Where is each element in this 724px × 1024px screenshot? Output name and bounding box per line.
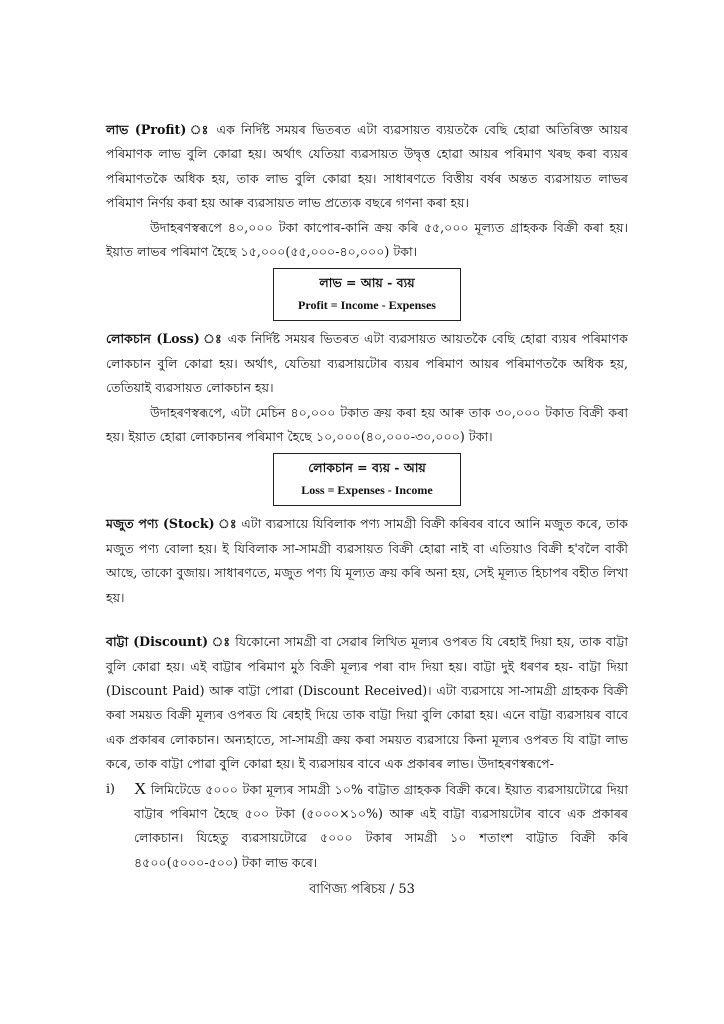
page-footer [0,880,724,900]
loss-definition-text: এক নিৰ্দিষ্ট সময়ৰ ভিতৰত এটা ব্যৱসায়ত আয়তকৈ বেছি হোৱা ব্যয়ৰ পৰিমাণক লোকচান বুলি কোৱা হয়। অৰ্থাৎ, যেতিয়া ব্যৱসায়টোৰ ব্যয়ৰ পৰিমাণ আয়ৰ পৰিমাণতকৈ অধিক হয়, তেতিয়াই ব্যৱসায়ত লোকচান হয়। [106,331,628,396]
stock-definition [106,512,628,610]
profit-formula-box [273,268,461,321]
loss-definition [106,327,628,400]
discount-definition [106,630,628,776]
loss-formula-bengali: লোকচান = ব্যয় - আয় [308,460,426,476]
list-item-body: লিমিটেডে ৫০০০ টকা মূল্যৰ সামগ্ৰী ১০% বাট্টাত গ্ৰাহকক বিক্ৰী কৰে। ইয়াত ব্যৱসায়টোৱে দিয়া বাট্টাৰ পৰিমাণ হৈছে ৫০০ টকা (৫০০০×১০%) আৰু এই বাট্টা ব্যৱসায়টোৰ বাবে এক প্ৰকাৰৰ লোকচান। যিহেতু ব্যৱসায়টোৱে ৫০০০ টকাৰ সামগ্ৰী ১০ শতাংশ বাট্টাত বিক্ৰী কৰি ৪৫০০(৫০০০-৫০০) টকা লাভ কৰে। [134,781,628,870]
profit-formula-english: Profit = Income - Expenses [298,298,436,313]
profit-formula-bengali: লাভ = আয় - ব্যয় [319,275,415,291]
discount-definition-text: যিকোনো সামগ্ৰী বা সেৱাৰ লিখিত মূল্যৰ ওপৰত যি ৰেহাই দিয়া হয়, তাক বাট্টা বুলি কোৱা হয়। এই বাট্টাৰ পৰিমাণ মুঠ বিক্ৰী মূল্যৰ পৰা বাদ দিয়া হয়। বাট্টা দুই ধৰণৰ হয়- বাট্টা দিয়া (Discount Paid) আৰু বাট্টা পোৱা (Discount Received)। এটা ব্যৱসায়ে সা-সামগ্ৰী গ্ৰাহকক বিক্ৰী কৰা সময়ত বিক্ৰী মূল্যৰ ওপৰত যি ৰেহাই দিয়ে তাক বাট্টা দিয়া বুলি কোৱা হয়। এনে বাট্টা ব্যৱসায়ৰ বাবে এক প্ৰকাৰৰ লোকচান। অন্যহাতে, সা-সামগ্ৰী ক্ৰয় কৰা সময়ত ব্যৱসায়ে কিনা মূল্যৰ ওপৰত যি বাট্টা লাভ কৰে, তাক বাট্টা পোৱা বুলি কোৱা হয়। ই ব্যৱসায়ৰ বাবে এক প্ৰকাৰৰ লাভ। উদাহৰণস্বৰূপে- [106,634,628,772]
list-item [106,777,628,876]
profit-term: লাভ (Profit) ঃ [106,122,211,137]
loss-formula-box [273,453,461,506]
stock-definition-text: এটা ব্যৱসায়ে যিবিলাক পণ্য সামগ্ৰী বিক্ৰী কৰিবৰ বাবে আনি মজুত কৰে, তাক মজুত পণ্য বোলা হয়। ই যিবিলাক সা-সামগ্ৰী ব্যৱসায়ত বিক্ৰী হোৱা নাই বা এতিয়াও বিক্ৰী হ'বলৈ বাকী আছে, তাকো বুজায়। সাধাৰণতে, মজুত পণ্য যি মূল্যত ক্ৰয় কৰি অনা হয়, সেই মূল্যত হিচাপৰ বহীত লিখা হয়। [106,516,628,605]
list-item-text [134,777,628,876]
loss-formula-english: Loss = Expenses - Income [301,483,433,498]
book-title: বাণিজ্য পৰিচয় [309,882,386,897]
discount-term: বাট্টা (Discount) ঃ [106,634,231,650]
stock-term: মজুত পণ্য (Stock) ঃ [106,516,237,532]
company-x-label: X [134,778,147,798]
profit-definition [106,118,628,216]
loss-term: লোকচান (Loss) ঃ [106,331,223,347]
page-content [106,118,628,875]
loss-example: উদাহৰণস্বৰূপে, এটা মেচিন ৪০,০০০ টকাত ক্ৰয় কৰা হয় আৰু তাক ৩০,০০০ টকাত বিক্ৰী কৰা হয়। ইয়াত হোৱা লোকচানৰ পৰিমাণ হৈছে ১০,০০০(৪০,০০০-৩০,০০০) টকা। [106,404,628,445]
page-number: 53 [398,882,415,897]
section-gap [106,610,628,630]
footer-separator: / [385,882,399,897]
list-marker: i) [106,780,115,796]
profit-example: উদাহৰণস্বৰূপে ৪০,০০০ টকা কাপোৰ-কানি ক্ৰয় কৰি ৫৫,০০০ মূল্যত গ্ৰাহকক বিক্ৰী কৰা হয়। ইয়াত লাভৰ পৰিমাণ হৈছে ১৫,০০০(৫৫,০০০-৪০,০০০) টকা। [106,219,628,260]
profit-definition-text: এক নির্দিষ্ট সময়ৰ ভিতৰত এটা ব্যৱসায়ত ব্যয়তকৈ বেছি হোৱা অতিৰিক্ত আয়ৰ পৰিমাণক লাভ বুলি কোৱা হয়। অৰ্থাৎ যেতিয়া ব্যৱসায়ত উদ্বৃত্ত হোৱা আয়ৰ পৰিমাণ খৰছ কৰা ব্যয়ৰ পৰিমাণতকৈ অধিক হয়, তাক লাভ বুলি কোৱা হয়। সাধাৰণতে বিত্তীয় বৰ্ষৰ অন্তত ব্যৱসায়ত লাভৰ পৰিমাণ নিৰ্ণয় কৰা হয় আৰু ব্যৱসায়ত লাভ প্ৰত্যেক বছৰে গণনা কৰা হয়। [106,122,628,211]
